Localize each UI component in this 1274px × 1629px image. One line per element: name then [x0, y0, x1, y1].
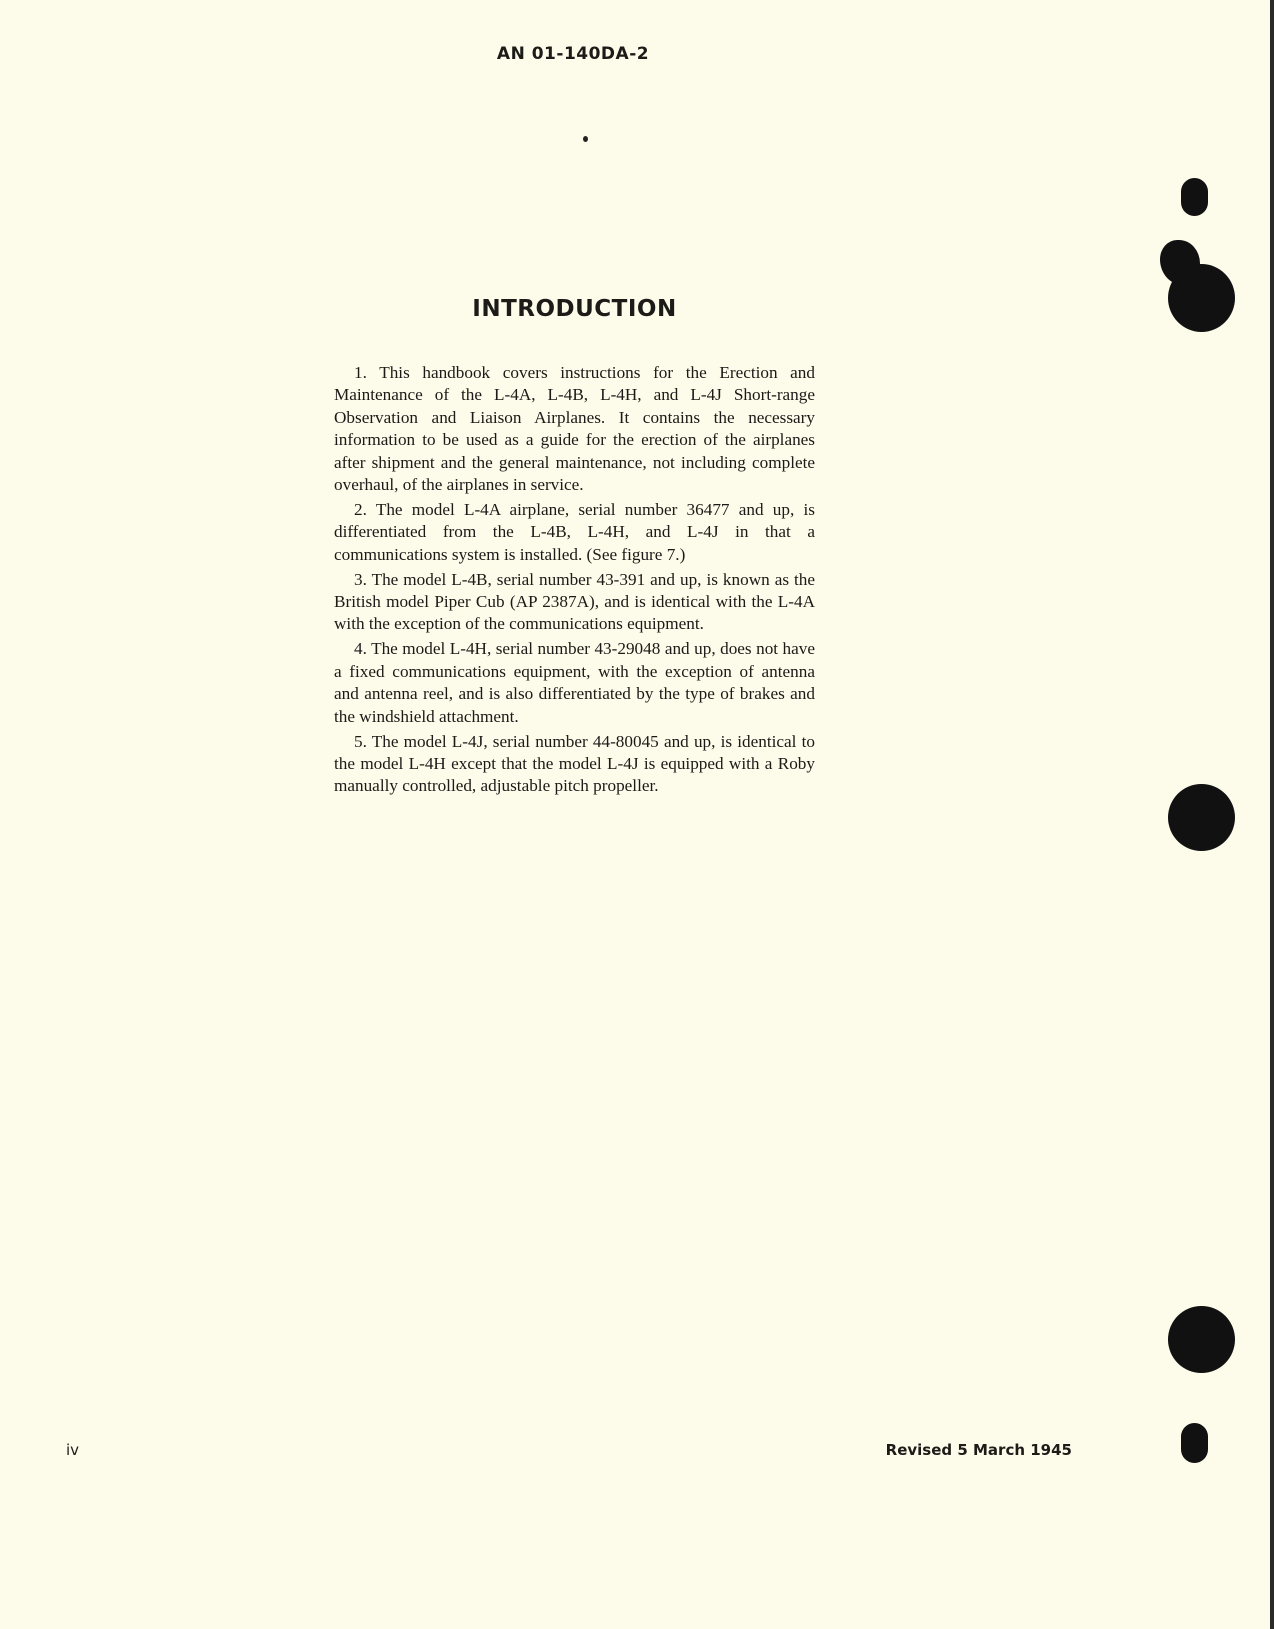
page-number: iv [66, 1441, 80, 1459]
page-title: INTRODUCTION [472, 296, 677, 322]
binder-hole-middle [1168, 784, 1235, 851]
paragraph-1: 1. This handbook covers instructions for the Erection and Maintenance of the L-4A, L-4B, L-4H, and L-4J Short-range Observation and Liaison Airplanes. It contains the necessary information to be used as a guide for the erection of the airplanes after shipment and the general maintenance, not including complete overhaul, of the airplanes in service. [334, 363, 815, 495]
document-code: AN 01-140DA-2 [496, 44, 650, 64]
revision-date: Revised 5 March 1945 [885, 1441, 1072, 1459]
paragraph-4: 4. The model L-4H, serial number 43-29048 and up, does not have a fixed communications equipment, with the exception of antenna and antenna reel, and is also differentiated by the type of brakes and the windshield attachment. [334, 639, 815, 726]
paragraph-2: 2. The model L-4A airplane, serial number 36477 and up, is differentiated from the L-4B, L-4H, and L-4J in that a communications system is installed. (See figure 7.) [334, 499, 815, 564]
binder-hole-lower [1168, 1306, 1235, 1373]
ink-blot [1160, 240, 1200, 285]
binder-hole-small-top [1181, 178, 1208, 216]
paragraph-5: 5. The model L-4J, serial number 44-80045 and up, is identical to the model L-4H except that the model L-4J is equipped with a Roby manually controlled, adjustable pitch propeller. [334, 731, 815, 796]
binder-hole-small-bottom [1181, 1423, 1208, 1463]
page-edge [1270, 0, 1274, 1629]
paragraph-3: 3. The model L-4B, serial number 43-391 and up, is known as the British model Piper Cub (AP 2387A), and is identical with the L-4A with the exception of the communications equipment. [334, 569, 815, 634]
body-text [334, 362, 815, 800]
ink-speck [583, 136, 588, 142]
